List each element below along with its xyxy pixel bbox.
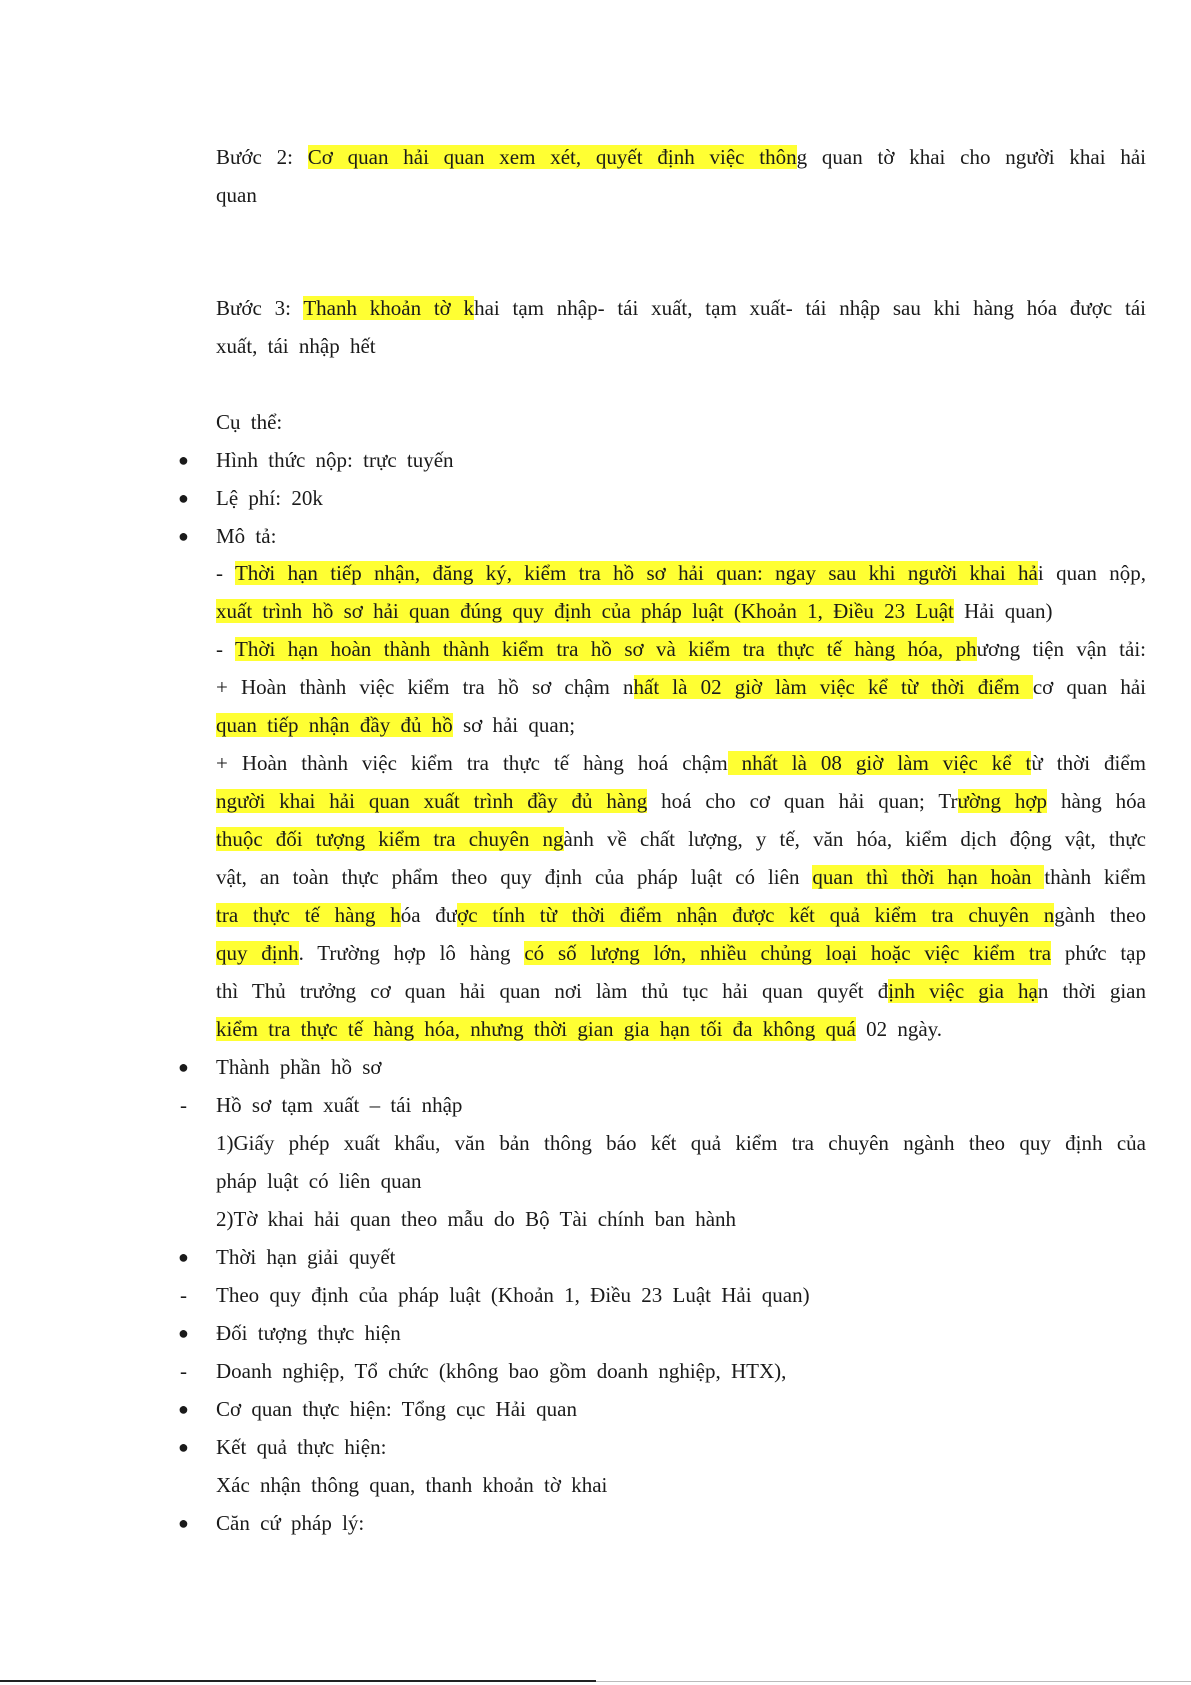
- text-segment: óa đư: [400, 903, 458, 927]
- highlighted-text: quy định: [216, 941, 299, 965]
- highlighted-text: hất là 02 giờ làm việc kể từ thời điểm: [633, 675, 1033, 699]
- agency: Cơ quan thực hiện: Tổng cục Hải quan: [216, 1397, 577, 1421]
- bullet-icon: ●: [178, 1247, 189, 1267]
- description-line: [216, 900, 1146, 930]
- dossier-sub: Hồ sơ tạm xuất – tái nhập: [216, 1093, 463, 1117]
- dossier-item-1: 1)Giấy phép xuất khẩu, văn bản thông báo kết quả kiểm tra chuyên ngành theo quy định của: [216, 1131, 1146, 1155]
- bullet-icon: ●: [178, 1323, 189, 1343]
- description-line: [216, 634, 1146, 664]
- highlighted-text: ường hợp: [957, 789, 1048, 813]
- description-label: Mô tả:: [216, 524, 277, 548]
- text-segment: vật, an toàn thực phẩm theo quy định của pháp luật có liên: [216, 865, 813, 889]
- text-segment: + Hoàn thành việc kiểm tra hồ sơ chậm n: [216, 675, 634, 699]
- dossier-label: Thành phần hồ sơ: [216, 1055, 382, 1079]
- fee: Lệ phí: 20k: [216, 486, 323, 510]
- highlighted-text: Thời hạn tiếp nhận, đăng ký, kiểm tra hồ sơ hải: [234, 561, 704, 585]
- bullet-icon: ●: [178, 1057, 189, 1077]
- dash-icon: -: [180, 1283, 187, 1307]
- bullet-icon: ●: [178, 450, 189, 470]
- text-segment: xuất, tái nhập hết: [216, 334, 376, 358]
- text-segment: Hải quan): [953, 599, 1053, 623]
- highlighted-text: Thanh khoản tờ k: [303, 296, 475, 320]
- text-segment: gành theo: [1054, 903, 1146, 927]
- highlighted-text: quan thì thời hạn hoàn: [812, 865, 1045, 889]
- text-segment: 02 ngày.: [855, 1017, 943, 1041]
- text-segment: i quan nộp,: [1037, 561, 1146, 585]
- step2-line-1: [216, 142, 1146, 172]
- step3-line-2: [216, 331, 376, 361]
- text-segment: quan: [216, 183, 257, 207]
- highlighted-text: quan: ngay sau khi người khai hả: [703, 561, 1038, 585]
- highlighted-text: thuộc đối tượng kiểm tra chuyên ng: [216, 827, 564, 851]
- specifics-heading: Cụ thể:: [216, 410, 283, 434]
- bullet-icon: ●: [178, 488, 189, 508]
- bullet-icon: ●: [178, 1399, 189, 1419]
- step3-line-1: [216, 293, 1146, 323]
- highlighted-text: quan tiếp nhận đầy đủ hồ: [216, 713, 453, 737]
- description-line: [216, 786, 1146, 816]
- text-segment: g quan tờ khai cho người khai hải: [796, 145, 1146, 169]
- legal-basis-label: Căn cứ pháp lý:: [216, 1511, 365, 1535]
- description-line: [216, 748, 1146, 778]
- text-segment: hai tạm nhập- tái xuất, tạm xuất- tái nhập sau khi hàng hóa được tái: [474, 296, 1146, 320]
- page-bottom-rule: [0, 1680, 596, 1682]
- description-line: [216, 672, 1146, 702]
- description-line: [216, 938, 1146, 968]
- highlighted-text: tra thực tế hàng h: [216, 903, 401, 927]
- text-segment: sơ hải quan;: [452, 713, 576, 737]
- text-segment: hàng hóa: [1047, 789, 1146, 813]
- highlighted-text: có số lượng lớn, nhiều chủng loại hoặc việc kiểm tra: [524, 941, 1052, 965]
- submission-method: Hình thức nộp: trực tuyến: [216, 448, 454, 472]
- description-line: [216, 596, 1053, 626]
- highlighted-text: nhất là 08 giờ làm việc kể t: [727, 751, 1032, 775]
- dossier-item-1-cont: pháp luật có liên quan: [216, 1169, 422, 1193]
- description-line: [216, 824, 1146, 854]
- text-segment: -: [216, 561, 235, 585]
- text-segment: ừ thời điểm: [1031, 751, 1146, 775]
- subjects-label: Đối tượng thực hiện: [216, 1321, 401, 1345]
- text-segment: Bước 2:: [216, 145, 308, 169]
- highlighted-text: Thời hạn hoàn thành thành kiểm tra hồ sơ và kiểm tra thực tế hàng hóa, ph: [235, 637, 977, 661]
- bullet-icon: ●: [178, 1437, 189, 1457]
- dash-icon: -: [180, 1359, 187, 1383]
- highlighted-text: kiểm tra thực tế hàng hóa, nhưng thời gian gia hạn tối đa không quá: [216, 1017, 856, 1041]
- page-bottom-rule-light: [596, 1681, 1191, 1682]
- dash-icon: -: [180, 1093, 187, 1117]
- dossier-item-2: 2)Tờ khai hải quan theo mẫu do Bộ Tài chính ban hành: [216, 1207, 737, 1231]
- text-segment: ương tiện vận tải:: [976, 637, 1146, 661]
- description-line: [216, 862, 1146, 892]
- text-segment: hoá cho cơ quan hải quan; Tr: [647, 789, 958, 813]
- step2-line-2: [216, 180, 257, 210]
- description-line: [216, 976, 1146, 1006]
- text-segment: phức tạp: [1051, 941, 1147, 965]
- text-segment: Bước 3:: [216, 296, 304, 320]
- subjects-value: Doanh nghiệp, Tổ chức (không bao gồm doanh nghiệp, HTX),: [216, 1359, 787, 1383]
- highlighted-text: người khai hải quan xuất trình đầy đủ hàng: [216, 789, 648, 813]
- text-segment: . Trường hợp lô hàng: [298, 941, 525, 965]
- deadline-label: Thời hạn giải quyết: [216, 1245, 396, 1269]
- text-segment: ành về chất lượng, y tế, văn hóa, kiểm dịch động vật, thực: [563, 827, 1147, 851]
- text-segment: cơ quan hải: [1032, 675, 1146, 699]
- text-segment: + Hoàn thành việc kiểm tra thực tế hàng hoá chậm: [216, 751, 728, 775]
- result-value: Xác nhận thông quan, thanh khoản tờ khai: [216, 1473, 608, 1497]
- result-label: Kết quả thực hiện:: [216, 1435, 387, 1459]
- text-segment: thành kiểm: [1044, 865, 1146, 889]
- description-line: [216, 1014, 942, 1044]
- bullet-icon: ●: [178, 1513, 189, 1533]
- bullet-icon: ●: [178, 526, 189, 546]
- deadline-value: Theo quy định của pháp luật (Khoản 1, Điều 23 Luật Hải quan): [216, 1283, 810, 1307]
- text-segment: -: [216, 637, 236, 661]
- highlighted-text: xuất trình hồ sơ hải quan đúng quy định của pháp luật (Khoản 1, Điều 23 Luật: [216, 599, 954, 623]
- highlighted-text: ịnh việc gia hạ: [888, 979, 1038, 1003]
- highlighted-text: Cơ quan hải quan xem xét, quyết định việc thôn: [307, 145, 797, 169]
- description-line: [216, 710, 575, 740]
- text-segment: thì Thủ trưởng cơ quan hải quan nơi làm thủ tục hải quan quyết đ: [216, 979, 889, 1003]
- description-line: [216, 558, 1146, 588]
- highlighted-text: ợc tính từ thời điểm nhận được kết quả kiểm tra chuyên n: [457, 903, 1055, 927]
- text-segment: n thời gian: [1037, 979, 1146, 1003]
